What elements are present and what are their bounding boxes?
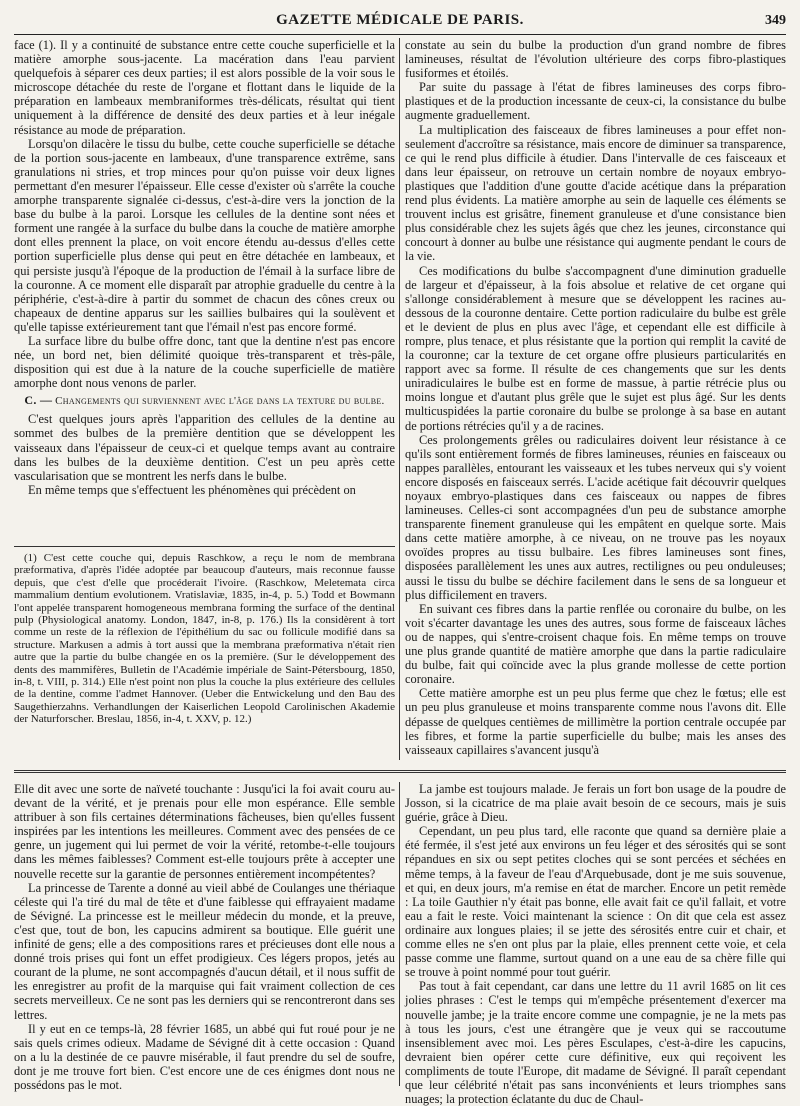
paragraph: La princesse de Tarente a donné au vieil abbé de Coulanges une thériaque céleste qui l'a tiré du mal de tête et d'une faiblesse qui effrayaient madame de Sévigné. La princesse est le meilleur médecin du monde, et la preuve, c'est que, tout de bon, les capucins admirent sa boutique. Elle guérit une infinité de gens; elle a des compositions rares et précieuses dont elle nous a donné trois prises qui font un effet prodigieux. Ces légers propos, jetés au courant de la plume, ne sont accompagnés d'aucun détail, et il nous suffit de les enregistrer au profit de la marquise qui fait vraiment collection de ces secrets merveilleux. Ce ne sont pas les derniers qui se rencontreront dans ses lettres. [14,880,395,1022]
upper-right-column [405,38,786,760]
paragraph: constate au sein du bulbe la production d'un grand nombre de fibres lamineuses, résultat de l'évolution ultérieure des corps fibro-plastiques fusiformes et étoilés. [405,38,786,81]
paragraph: La surface libre du bulbe offre donc, tant que la dentine n'est pas encore née, un bord net, bien délimité quoique très-transparent et très-pâle, disposition qui est due à la nature de la couche superficielle de matière amorphe dont nous venons de parler. [14,333,395,391]
paragraph: face (1). Il y a continuité de substance entre cette couche superficielle et la matière amorphe sous-jacente. La macération dans l'eau parvient quelquefois à séparer ces deux parties; il est alors possible de la voir sous le microscope détachée du reste de l'organe et flottant dans le liquide de la préparation en lambeaux membraniformes très-délicats, résultat qui tient uniquement à la différence de densité des deux parties et à leur inégale résistance au mode de préparation. [14,38,395,137]
paragraph: Cependant, un peu plus tard, elle raconte que quand sa dernière plaie a été fermée, il s'est jeté aux environs un feu léger et des sérosités qui se sont répandues en six ou sept petites cloches qui se sont percées et séchées en même temps, à la faveur de l'eau d'Arquebusade, dont je me suis souvenue, et qui, en deux jours, m'a remise en état de marcher. Encore un petit remède : La toile Gauthier n'y était pas bonne, elle avait fait ce qu'il fallait, et votre eau a fait le reste. Voici maintenant la science : On dit que cela est assez ordinaire aux longues plaies; il se jette des sérosités entre cuir et chair, et comme elles ne s'en ont plus par la plaie, elles prennent cette voie, et cela passe comme une flamme, surtout quand on a une eau de sa chère fille qui se trouve à point nommé pour tout guérir. [405,824,786,980]
paragraph: Lorsqu'on dilacère le tissu du bulbe, cette couche superficielle se détache de la portion sous-jacente en lambeaux, d'une transparence extrême, sans granulations ni stries, et trop minces pour qu'on puisse voir deux lignes permettant d'en mesurer l'épaisseur. Elle cesse d'exister où s'arrête la couche amorphe transparente signalée ci-dessus, c'est-à-dire vers la jonction de la base du bulbe à la paroi. Lorsque les cellules de la dentine sont nées et forment une rangée à la surface du bulbe dans la couche de matière amorphe dont elles prennent la place, on voit encore étendu au-dessus d'elles cette portion superficielle plus dense qui peut en être détachée en lambeaux, et qui persiste jusqu'à l'époque de la production de l'émail à la surface libre de la couronne. A ce moment elle disparaît par atrophie graduelle du centre à la périphérie, c'est-à-dire à partir du sommet de chacun des cônes creux ou chapeaux de dentine apparus sur les saillies bulbaires qui la soulèvent et qu'elle tapisse extérieurement tant que l'émail n'est pas encore formé. [14,136,395,334]
section-heading-text: Changements qui surviennent avec l'âge dans la texture du bulbe. [55,395,385,408]
feuilleton-rule [14,770,786,773]
feuilleton-column-divider [399,782,400,1086]
section-heading-lead: C. — [24,393,53,408]
footnote-rule [14,546,395,547]
paragraph: La jambe est toujours malade. Je ferais un fort bon usage de la poudre de Josson, si la cicatrice de ma plaie avait besoin de ce secours, mais je suis guérie, grâce à Dieu. [405,782,786,825]
page-number: 349 [765,13,786,28]
paragraph: En suivant ces fibres dans la partie renflée ou coronaire du bulbe, on les voit s'écarter davantage les unes des autres, sous forme de faisceaux lâches ou de nappes, qui s'entre-croisent chaque fois. En même temps on trouve une plus grande quantité de matière amorphe que dans la partie radiculaire du bulbe, fait qui coïncide avec la plus grande mollesse de cette portion coronaire. [405,601,786,687]
feuilleton-left-column [14,782,395,1092]
upper-left-column [14,38,395,542]
page-header [14,12,786,35]
footnote: (1) C'est cette couche qui, depuis Raschkow, a reçu le nom de membrana præformativa, d'après l'idée adoptée par beaucoup d'auteurs, mais reconnue fausse depuis, que c'est d'elle que procéderait l'ivoire. (Raschkow, Meletemata circa mammalium dentium evolutionem. Vratislaviæ, 1835, in-4, p. 5.) Todd et Bowmann l'ont appelée transparent homogeneous membrana forming the surface of the dentinal pulp (Physiological anatomy. London, 1847, in-8, p. 176.) Ils la considèrent à tort comme un reste de la réflexion de l'épithélium du sac ou follicule modifié dans sa structure. Markusen a admis à tort aussi que la membrana præformativa n'était rien autre que la partie du bulbe changée en os la première. (Sur le développement des dents des mammifères, Bulletin de l'Académie impériale de Saint-Pétersbourg, 1850, in-8, t. VIII, p. 314.) Elle n'est point non plus la couche la plus extérieure des cellules de la dentine, comme l'admet Hannover. (Ueber die Entwickelung und den Bau des Saugethierzahns. Verhandlungen der Kaiserlichen Leopold Carolinischen Akademie der Naturforscher. Breslau, 1856, in-4, t. XXV, p. 12.) [14,552,395,726]
paragraph: Par suite du passage à l'état de fibres lamineuses des corps fibro-plastiques et de la production incessante de ceux-ci, la consistance du bulbe augmente graduellement. [405,80,786,123]
footnote-block [14,552,395,760]
feuilleton-right-column [405,782,786,1106]
paragraph: La multiplication des faisceaux de fibres lamineuses a pour effet non-seulement d'accroître sa résistance, mais encore de diminuer sa transparence, ce qui le rend plus difficile à étudier. Dans l'intervalle de ces faisceaux et dans leur épaisseur, on retrouve un certain nombre de noyaux embryo-plastiques que l'addition d'une goutte d'acide acétique dans la préparation rend plus évidents. La matière amorphe au sein de laquelle ces éléments se trouvent inclus est grisâtre, finement granuleuse et d'une consistance bien plus considérable chez les sujets âgés que chez les jeunes, circonstance qui concourt à donner au bulbe une résistance qui augmente pendant le cours de la vie. [405,122,787,264]
paragraph: Cette matière amorphe est un peu plus ferme que chez le fœtus; elle est un peu plus granuleuse et moins transparente comme nous l'avons dit. Elle dépasse de quelques centièmes de millimètre la portion centrale occupée par les fibres, et forme la partie superficielle du bulbe; mais les anses des vaisseaux capillaires s'avancent jusqu'à [405,686,786,757]
paragraph: Ces modifications du bulbe s'accompagnent d'une diminution graduelle de largeur et d'épaisseur, à la fois absolue et relative de cet organe qui s'allonge considérablement à mesure que se développent les racines au-dessous de la couronne dentaire. Cette portion radiculaire du bulbe est grêle et le devient de plus en plus avec l'âge, et cependant elle est difficile à rompre, plus tenace, et plus résistante que la portion qui remplit la cavité de la couronne; car la texture de cet organe offre plusieurs particularités en rapport avec sa forme. Il résulte de ces changements que sur les dents uniradiculaires le bulbe est en forme de massue, à partie rétrécie plus ou moins longue et d'autant plus grêle que le sujet est plus âgé. Sur les dents multicuspidées la partie coronaire du bulbe se prolonge à sa base en autant de portions rétrécies qu'il y a de racines. [405,263,786,433]
paragraph: Elle dit avec une sorte de naïveté touchante : Jusqu'ici la foi avait couru au-devant de la vérité, et je prenais pour elle mon espérance. Elle semble attribuer à son fils certaines déterminations fâcheuses, bien qu'elles fussent inspirées par les intentions les meilleures. Comment avec des pensées de ce genre, un jugement qui lui permet de voir la vérité, retombe-t-elle toujours dans les mêmes faiblesses? Comment est-elle toujours prête à accepter une nouvelle recette sur la garantie de personnes entièrement incompétentes? [14,782,395,881]
paragraph: Ces prolongements grêles ou radiculaires doivent leur résistance à ce qu'ils sont entièrement formés de fibres lamineuses, réunies en faisceaux ou nappes parallèles, entourant les vaisseaux et les tubes nerveux qui s'y voient encore disposés en faisceaux serrés. L'acide acétique fait découvrir quelques noyaux embryo-plastiques dans ces faisceaux ou nappes de fibres lamineuses. Celles-ci sont accompagnées d'un peu de substance amorphe transparente finement granuleuse qui les empâtent en quelque sorte. Mais dans cette matière amorphe, à ce niveau, on ne trouve pas les noyaux ovoïdes propres au tissu bulbaire. Les fibres lamineuses sont fines, disposées parallèlement les unes aux autres, rectilignes ou peu onduleuses; aussi le tissu du bulbe se déchire facilement dans le sens de sa longueur et plus difficilement en travers. [405,432,786,602]
paragraph: Il y eut en ce temps-là, 28 février 1685, un abbé qui fut roué pour je ne sais quels crimes odieux. Madame de Sévigné dit à cette occasion : Quand on a lu la destinée de ce pauvre misérable, il faut prendre du sel de soufre, dont je me trouve fort bien. C'est encore une de ces énigmes dont nous ne possédons pas le mot. [14,1021,395,1092]
section-heading [14,394,395,408]
paragraph: En même temps que s'effectuent les phénomènes qui précèdent on [28,482,356,497]
paragraph: C'est quelques jours après l'apparition des cellules de la dentine au sommet des bulbes de la première dentition que se développent les vaisseaux dans l'épaisseur de ceux-ci et quelque temps avant au contraire dans les bulbes de la deuxième dentition. C'est un peu après cette vascularisation que se montrent les nerfs dans le bulbe. [14,412,395,483]
column-divider [399,38,400,760]
paragraph: Pas tout à fait cependant, car dans une lettre du 11 avril 1685 on lit ces jolies phrases : C'est le temps qui m'empêche présentement d'exercer ma nouvelle jambe; je la traite encore comme une compagnie, je ne la mets pas à tous les jours, c'est une étrangère que je veux qui se raccoutume insensiblement avec moi. Les pères Esculapes, c'est-à-dire les capucins, devraient bien opérer cette cure définitive, eux qui reçoivent les compliments de toute l'Europe, dit madame de Sévigné. Il paraît cependant que leur célébrité n'était pas sans inconvénients et leurs triomphes sans nuages; la protection éclatante du duc de Chaul- [405,979,786,1106]
journal-title: GAZETTE MÉDICALE DE PARIS. [276,12,524,28]
